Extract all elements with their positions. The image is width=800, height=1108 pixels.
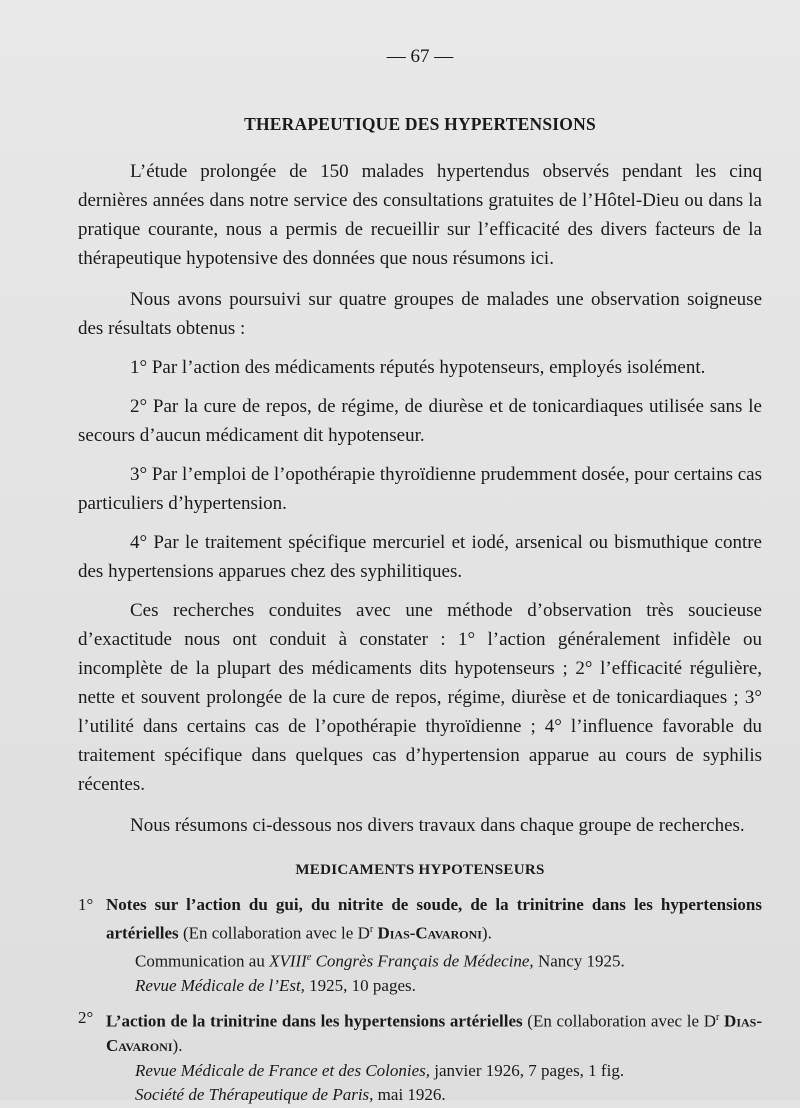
entry-title: Notes sur l’action du gui, du nitrite de soude, de la trinitrine dans les hypertensions artérielles (En collaboration avec le $D^r$ Dias-Cavaroni).	[106, 895, 762, 943]
entry-reference-line: Revue Médicale de l’Est, 1925, 10 pages.	[135, 975, 416, 995]
paragraph-groups-intro: Nous avons poursuivi sur quatre groupes de malades une observation soigneuse des résultats obtenus :	[78, 289, 762, 339]
collaborator-name: Dias-Cavaroni	[106, 1011, 762, 1056]
paragraph-group-2: 2° Par la cure de repos, de régime, de diurèse et de tonicardiaques utilisée sans le secours d’aucun médicament dit hypotenseur.	[78, 396, 762, 446]
entry-number: 1°	[78, 895, 94, 914]
paragraph-group-3: 3° Par l’emploi de l’opothérapie thyroïdienne prudemment dosée, pour certains cas particuliers d’hypertension.	[78, 464, 762, 514]
entry-reference-line: Revue Médicale de France et des Colonies, janvier 1926, 7 pages, 1 fig.	[135, 1060, 625, 1080]
paragraph-group-4: 4° Par le traitement spécifique mercuriel et iodé, arsenical ou bismuthique contre des hypertensions apparues chez des syphilitiques.	[78, 532, 762, 582]
page-title: THERAPEUTIQUE DES HYPERTENSIONS	[244, 114, 596, 134]
entry-number: 2°	[78, 1008, 94, 1028]
entry-reference-line: Communication au XVIIIe Congrès Français de Médecine, Nancy 1925.	[135, 951, 625, 971]
bibliography-entry-1	[78, 893, 762, 998]
section-title: MEDICAMENTS HYPOTENSEURS	[295, 862, 545, 878]
paragraph-intro: L’étude prolongée de 150 malades hypertendus observés pendant les cinq dernières années dans notre service des consultations gratuites de l’Hôtel-Dieu ou dans la pratique courante, nous a permis de recueillir sur l’efficacité des divers facteurs de la thérapeutique hypotensive des données que nous résumons ici.	[78, 161, 762, 269]
entry-reference-line: Société de Thérapeutique de Paris, mai 1926.	[135, 1085, 446, 1105]
page-number: — 67 —	[386, 46, 454, 67]
paragraph-findings: Ces recherches conduites avec une méthode d’observation très soucieuse d’exactitude nous ont conduit à constater : 1° l’action généralement infidèle ou incomplète de la plupart des médicaments dits hypotenseurs ; 2° l’efficacité régulière, nette et souvent prolongée de la cure de repos, régime, diurèse et de tonicardiaques ; 3° l’utilité dans certains cas de l’opothérapie thyroïdienne ; 4° l’influence favorable du traitement spécifique dans quelques cas d’hypertension apparue au cours de syphilis récentes.	[78, 600, 762, 795]
bibliography-entry-2	[78, 1006, 762, 1108]
entry-title: L’action de la trinitrine dans les hypertensions artérielles (En collaboration avec le $D^r$ Dias-Cavaroni).	[106, 1011, 762, 1056]
paragraph-summary: Nous résumons ci-dessous nos divers travaux dans chaque groupe de recherches.	[130, 815, 745, 836]
collaborator-name: Dias-Cavaroni	[373, 923, 482, 943]
paragraph-group-1: 1° Par l’action des médicaments réputés hypotenseurs, employés isolément.	[130, 357, 706, 378]
